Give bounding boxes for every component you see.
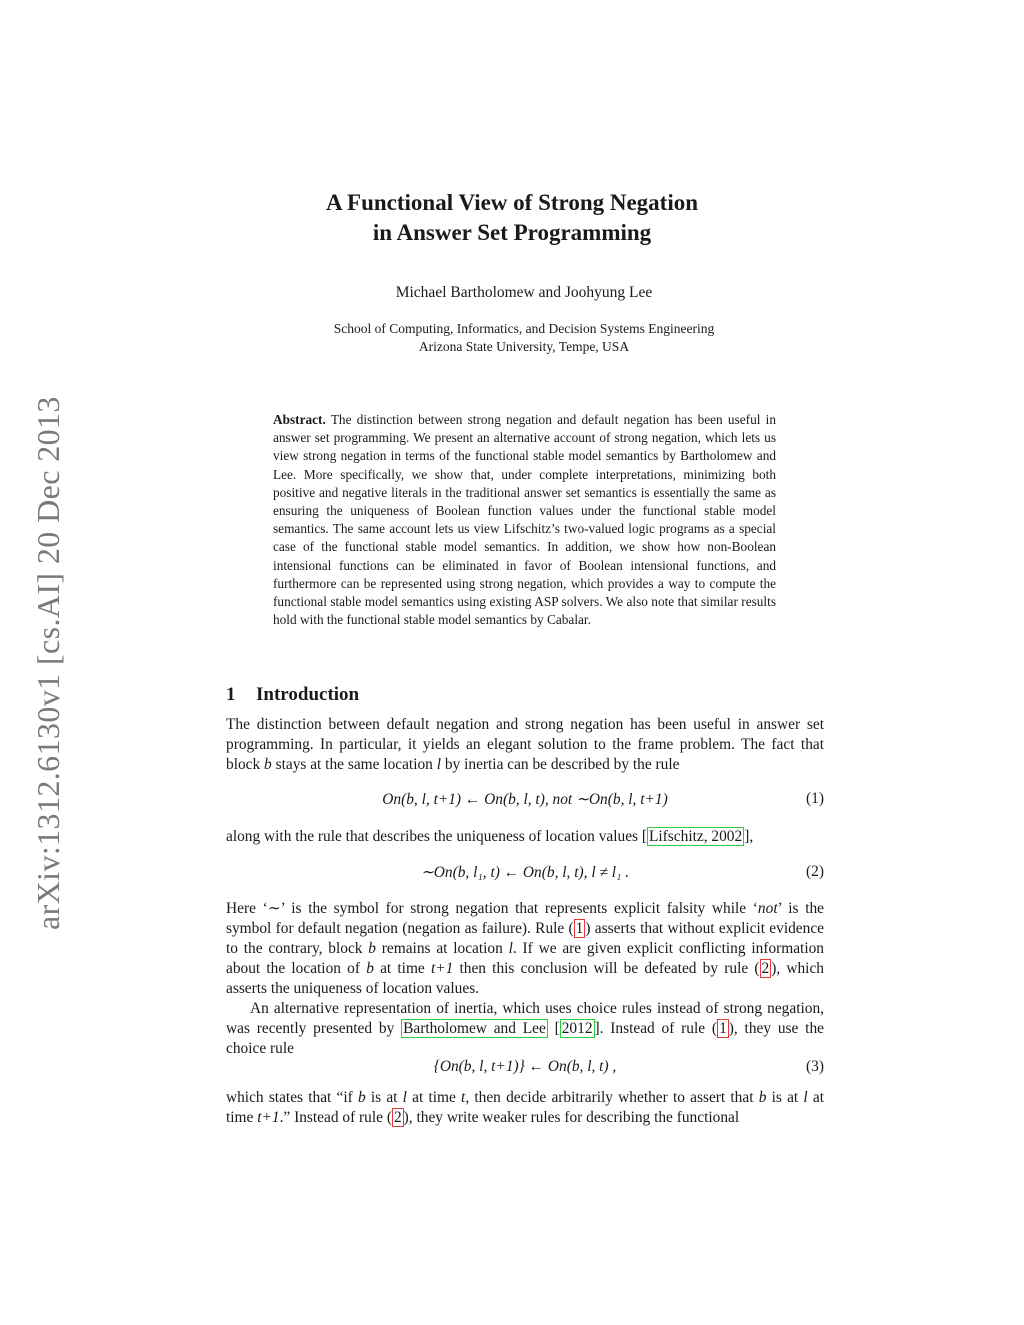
- text-run: ’ is the symbol for default negation (negation as failure). Rule (: [226, 900, 824, 937]
- text-run: Here ‘∼’ is the symbol for strong negation that represents explicit falsity while ‘: [226, 900, 758, 917]
- text-run: ), they write weaker rules for describing the functional: [403, 1109, 740, 1126]
- paragraph-4: [226, 999, 824, 1059]
- text-run: ) asserts that without explicit evidence to the contrary, block: [226, 920, 824, 957]
- abstract-text: The distinction between strong negation and default negation has been useful in answer set programming. We present an alternative account of strong negation, which lets us view strong negation in terms of the functional stable model semantics by Bartholomew and Lee. More specifically, we show that, under complete interpretations, minimizing both positive and negative literals in the traditional answer set semantics is essentially the same as ensuring the uniqueness of Boolean function values under the functional stable model semantics. The same account lets us view Lifschitz’s two-valued logic programs as a special case of the functional stable model semantics. In addition, we show how non-Boolean intensional functions can be eliminated in favor of Boolean intensional functions, and furthermore can be represented using strong negation, which provides a way to compute the functional stable model semantics using existing ASP solvers. We also note that similar results hold with the functional stable model semantics by Cabalar.: [273, 412, 776, 628]
- text-run: which states that “if: [226, 1089, 358, 1106]
- text-run: ]. Instead of rule (: [594, 1020, 718, 1037]
- equation-1-body: On(b, l, t+1) ← On(b, l, t), not ∼On(b, l, t+1): [382, 791, 668, 808]
- equation-2-number: (2): [806, 863, 824, 880]
- math-var: b: [366, 960, 374, 977]
- text-run: at time: [406, 1089, 462, 1106]
- text-run: remains at location: [376, 940, 509, 957]
- equation-ref-link-1[interactable]: 1: [575, 920, 584, 937]
- math-var: b: [758, 1089, 767, 1106]
- text-run: , then decide arbitrarily whether to assert that: [465, 1089, 759, 1106]
- equation-1: [226, 790, 824, 812]
- text-run: is at: [365, 1089, 403, 1106]
- text-run: is at: [766, 1089, 804, 1106]
- paragraph-1: [226, 715, 824, 775]
- text-run: along with the rule that describes the uniqueness of location values [: [226, 828, 647, 845]
- text-run: ), which asserts the uniqueness of location values.: [226, 960, 824, 997]
- math-var: t+1: [430, 960, 454, 977]
- paragraph-2: [226, 827, 824, 847]
- equation-3-number: (3): [806, 1058, 824, 1075]
- text-run: .” Instead of rule (: [279, 1109, 392, 1126]
- math-var: l: [402, 1089, 407, 1106]
- citation-link-2012[interactable]: 2012: [561, 1020, 593, 1037]
- math-var: l: [436, 756, 442, 773]
- paper-title-line1: A Functional View of Strong Negation: [325, 190, 699, 215]
- text-run: stays at the same location: [271, 756, 437, 773]
- abstract: [273, 411, 776, 629]
- abstract-label: Abstract.: [273, 412, 326, 427]
- section-number: 1: [226, 684, 236, 705]
- math-var: l: [803, 1089, 808, 1106]
- authors: Michael Bartholomew and Joohyung Lee: [395, 284, 653, 301]
- equation-3: [226, 1058, 824, 1080]
- text-run: . If we are given explicit conflicting information about the location of: [226, 940, 825, 977]
- text-run: then this conclusion will be defeated by rule (: [453, 960, 760, 977]
- math-var: not: [757, 900, 778, 917]
- citation-link-lifschitz-2002[interactable]: Lifschitz, 2002: [649, 828, 743, 845]
- arxiv-sidebar-stamp: arXiv:1312.6130v1 [cs.AI] 20 Dec 2013: [30, 396, 66, 930]
- equation-2: [226, 863, 824, 885]
- affiliation-line1: School of Computing, Informatics, and Decision Systems Engineering: [333, 321, 715, 336]
- math-var: t: [461, 1089, 466, 1106]
- paper-title-line2: in Answer Set Programming: [372, 220, 652, 245]
- affiliation-line2: Arizona State University, Tempe, USA: [418, 339, 630, 354]
- equation-ref-link-2b[interactable]: 2: [393, 1109, 402, 1126]
- math-var: l: [508, 940, 513, 957]
- math-var: t+1: [257, 1109, 280, 1126]
- paragraph-5: [226, 1088, 824, 1128]
- text-run: The distinction between default negation and strong negation has been useful in answer set programming. In particular, it yields an elegant solution to the frame problem. The fact that block: [226, 716, 824, 773]
- text-run: at time: [226, 1089, 824, 1126]
- paragraph-3: [226, 899, 824, 999]
- math-var: b: [264, 756, 272, 773]
- equation-1-number: (1): [806, 790, 824, 807]
- equation-ref-link-2[interactable]: 2: [761, 960, 770, 977]
- text-run: An alternative representation of inertia, which uses choice rules instead of strong negation, was recently presented by: [226, 1000, 824, 1037]
- equation-3-body: {On(b, l, t+1)} ← On(b, l, t) ,: [433, 1058, 617, 1075]
- math-var: b: [368, 940, 376, 957]
- section-heading-introduction: [226, 684, 359, 706]
- section-title: Introduction: [256, 684, 360, 705]
- equation-2-body: ∼On(b, l₁, t) ← On(b, l, t), l ≠ l₁ .: [420, 864, 630, 881]
- text-run: at time: [373, 960, 431, 977]
- equation-ref-link-1b[interactable]: 1: [719, 1020, 727, 1037]
- citation-link-bartholomew-lee[interactable]: Bartholomew and Lee: [403, 1020, 546, 1037]
- text-run: ],: [744, 828, 754, 845]
- text-run: ), they use the choice rule: [226, 1020, 824, 1057]
- text-run: by inertia can be described by the rule: [441, 756, 680, 773]
- text-run: [: [547, 1020, 560, 1037]
- math-var: b: [357, 1089, 366, 1106]
